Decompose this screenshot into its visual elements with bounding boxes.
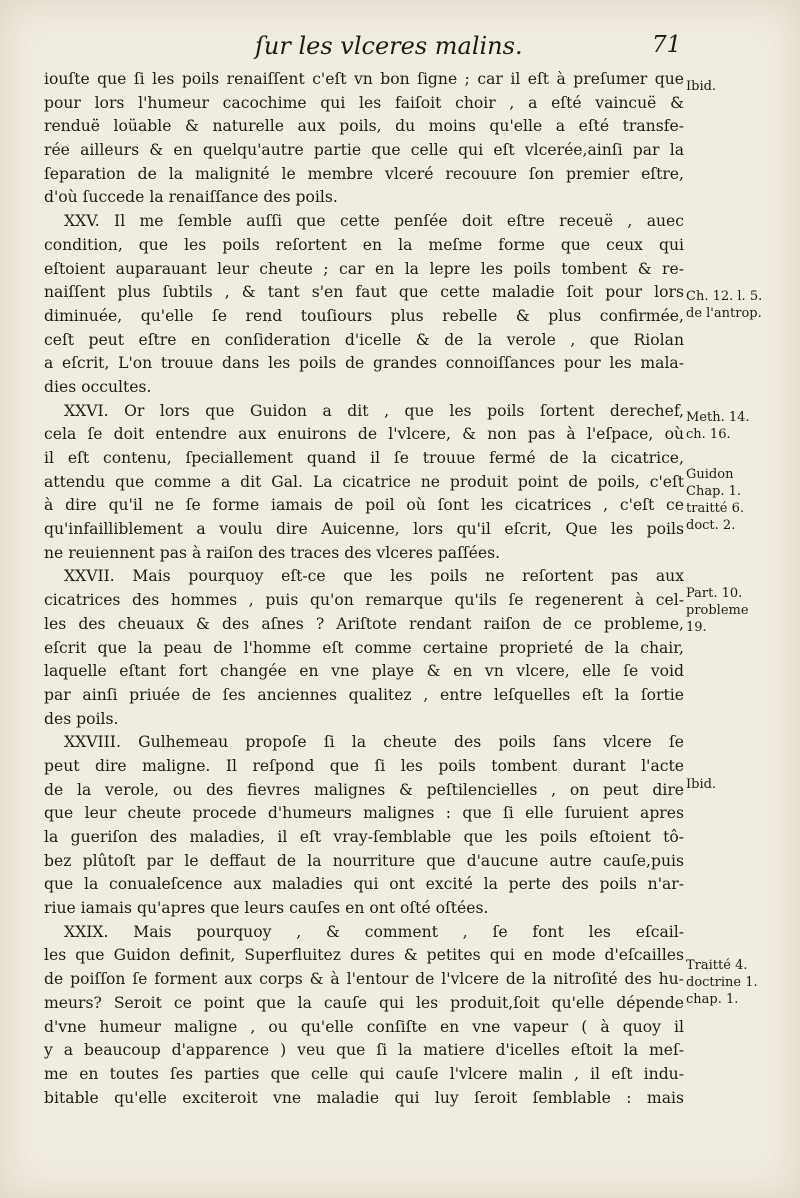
text-line: d'vne humeur maligne , ou qu'elle conſiſte en vne vapeur ( à quoy il bbox=[44, 1017, 684, 1036]
text-line: rée ailleurs & en quelqu'autre partie que celle qui eſt vlcerée,ainſi par la bbox=[44, 141, 684, 160]
margin-note-line: Ibid. bbox=[686, 79, 717, 94]
margin-note bbox=[686, 776, 796, 793]
margin-note bbox=[686, 957, 796, 1008]
margin-note-line: probleme bbox=[686, 603, 749, 618]
text-line: que la conualeſcence aux maladies qui ont excité la perte des poils n'ar- bbox=[44, 875, 684, 894]
page-number: 71 bbox=[652, 32, 682, 58]
text-line: XXVIII. Gulhemeau propoſe ſi la cheute des poils ſans vlcere ſe bbox=[64, 733, 684, 752]
text-line: les que Guidon definit, Superfluitez dures & petites qui en mode d'eſcailles bbox=[44, 946, 684, 965]
margin-note-line: de l'antrop. bbox=[686, 306, 762, 321]
margin-note-line: doct. 2. bbox=[686, 518, 736, 533]
text-line: naiſſent plus ſubtils , & tant s'en faut que cette maladie ſoit pour lors bbox=[44, 283, 684, 302]
text-line: laquelle eſtant fort changée en vne playe & en vn vlcere, elle ſe void bbox=[44, 662, 684, 681]
margin-note bbox=[686, 409, 796, 443]
text-line: d'où ſuccede la renaiſſance des poils. bbox=[44, 188, 338, 207]
margin-note-line: Guidon bbox=[686, 467, 734, 482]
text-line: ſeparation de la malignité le membre vlceré recouure ſon premier eſtre, bbox=[44, 164, 684, 183]
text-line: riue iamais qu'apres que leurs cauſes en ont oſté oſtées. bbox=[44, 899, 489, 918]
margin-note bbox=[686, 78, 796, 95]
margin-note-line: doctrine 1. bbox=[686, 975, 758, 990]
text-line: que leur cheute procede d'humeurs malignes : que ſi elle ſuruient apres bbox=[44, 804, 684, 823]
text-line: me en toutes ſes parties que celle qui cauſe l'vlcere malin , il eſt indu- bbox=[44, 1064, 684, 1083]
text-line: ceſt peut eſtre en conſideration d'icelle & de la verole , que Riolan bbox=[44, 330, 684, 349]
margin-note-line: Traitté 4. bbox=[686, 958, 748, 973]
text-line: il eſt contenu, ſpeciallement quand il ſe trouue fermé de la cicatrice, bbox=[44, 449, 684, 467]
text-line: ne reuiennent pas à raiſon des traces des vlceres paſſées. bbox=[44, 543, 501, 562]
margin-note bbox=[686, 288, 796, 322]
text-line: qu'infailliblement a voulu dire Auicenne, lors qu'il eſcrit, Que les poils bbox=[44, 520, 684, 539]
running-title: ſur les vlceres malins. bbox=[255, 32, 523, 60]
body-text bbox=[44, 68, 684, 1110]
page-header bbox=[0, 32, 800, 66]
text-line: renduë loüable & naturelle aux poils, du moins qu'elle a eſté transfe- bbox=[44, 117, 684, 136]
text-line: bitable qu'elle exciteroit vne maladie qui luy ſeroit ſemblable : mais bbox=[44, 1088, 684, 1107]
text-line: diminuée, qu'elle ſe rend touſiours plus rebelle & plus confirmée, bbox=[44, 306, 684, 325]
text-line: des poils. bbox=[44, 709, 119, 728]
margin-note-line: chap. 1. bbox=[686, 992, 739, 1007]
text-line: XXVI. Or lors que Guidon a dit , que les poils ſortent derechef, bbox=[64, 401, 684, 420]
text-line: condition, que les poils reſortent en la meſme forme que ceux qui bbox=[44, 235, 684, 254]
text-line: pour lors l'humeur cacochime qui les faiſoit choir , a eſté vaincuë & bbox=[44, 93, 684, 112]
margin-note-line: Ibid. bbox=[686, 777, 717, 792]
text-line: XXVII. Mais pourquoy eſt-ce que les poils ne reſortent pas aux bbox=[64, 567, 684, 586]
text-line: cela ſe doit entendre aux enuirons de l'vlcere, & non pas à l'eſpace, où bbox=[44, 425, 684, 444]
text-line: a eſcrit, L'on trouue dans les poils de grandes connoiſſances pour les mala- bbox=[44, 354, 684, 373]
text-line: meurs? Seroit ce point que la cauſe qui les produit,ſoit qu'elle dépende bbox=[44, 993, 684, 1012]
text-line: les des cheuaux & des aſnes ? Ariſtote rendant raiſon de ce probleme, bbox=[44, 614, 684, 633]
margin-note-line: Part. 10. bbox=[686, 586, 743, 601]
margin-note-line: traitté 6. bbox=[686, 501, 745, 516]
margin-note-line: 19. bbox=[686, 620, 707, 635]
text-line: attendu que comme a dit Gal. La cicatrice ne produit point de poils, c'eſt bbox=[44, 472, 684, 491]
text-line: y a beaucoup d'apparence ) veu que ſi la matiere d'icelles eſtoit la meſ- bbox=[44, 1041, 684, 1060]
text-line: eſcrit que la peau de l'homme eſt comme certaine proprieté de la chair, bbox=[44, 638, 684, 657]
text-line: dies occultes. bbox=[44, 377, 152, 396]
text-line: par ainſi priuée de ſes anciennes qualitez , entre leſquelles eſt la ſortie bbox=[44, 685, 684, 704]
margin-note-line: ch. 16. bbox=[686, 427, 731, 442]
margin-note-line: Ch. 12. l. 5. bbox=[686, 289, 763, 304]
text-line: de poiſſon ſe forment aux corps & à l'entour de l'vlcere de la nitroſité des hu- bbox=[44, 970, 684, 989]
text-line: iouſte que ſi les poils renaiſſent c'eſt vn bon ſigne ; car il eſt à preſumer que bbox=[44, 70, 684, 88]
text-line: bez plûtoſt par le deffaut de la nourriture que d'aucune autre cauſe,puis bbox=[44, 851, 684, 870]
text-line: cicatrices des hommes , puis qu'on remarque qu'ils ſe regenerent à cel- bbox=[44, 591, 684, 610]
text-line: à dire qu'il ne ſe forme iamais de poil où ſont les cicatrices , c'eſt ce bbox=[44, 496, 684, 515]
text-line: eſtoient auparauant leur cheute ; car en la lepre les poils tombent & re- bbox=[44, 259, 684, 278]
text-line: peut dire maligne. Il reſpond que ſi les poils tombent durant l'acte bbox=[44, 756, 684, 775]
text-line: XXV. Il me ſemble auſſi que cette penſée doit eſtre receuë , auec bbox=[64, 212, 684, 231]
margin-note-line: Chap. 1. bbox=[686, 484, 742, 499]
text-line: la gueriſon des maladies, il eſt vray-ſemblable que les poils eſtoient tô- bbox=[44, 828, 684, 846]
text-line: XXIX. Mais pourquoy , & comment , ſe font les eſcail- bbox=[64, 922, 684, 941]
margin-note bbox=[686, 466, 796, 534]
margin-note-line: Meth. 14. bbox=[686, 410, 750, 425]
margin-note bbox=[686, 585, 796, 636]
text-line: de la verole, ou des fievres malignes & peſtilencielles , on peut dire bbox=[44, 780, 684, 799]
